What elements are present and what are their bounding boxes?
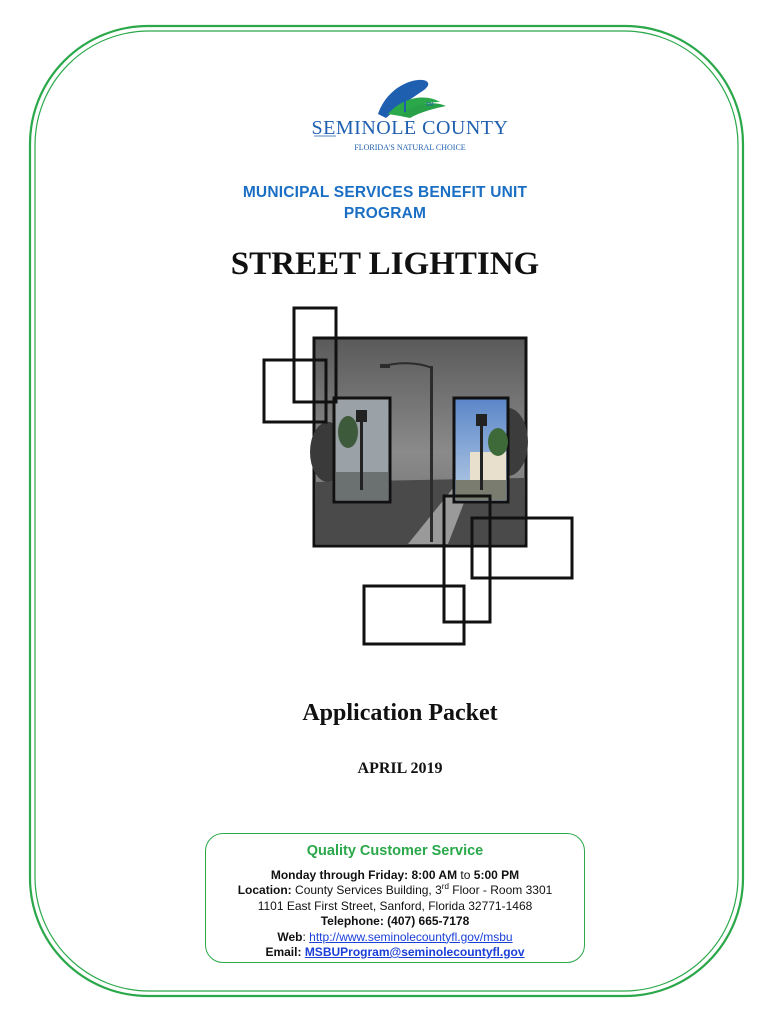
- email: [206, 945, 584, 961]
- seminole-county-logo: [300, 76, 520, 158]
- application-packet-title: Application Packet: [302, 700, 498, 726]
- hours-to: to: [460, 867, 471, 882]
- left-lamp-photo: [334, 398, 390, 502]
- program-title: [0, 182, 770, 224]
- hours-label: Monday through Friday: 8:00 AM: [270, 867, 458, 882]
- street-lighting-collage: [258, 302, 578, 652]
- service-mark: SM: [426, 102, 434, 108]
- logo-name: SEMINOLE COUNTY: [311, 117, 509, 139]
- office-hours: [206, 868, 584, 884]
- web-label: Web: [277, 929, 303, 944]
- telephone: Telephone: (407) 665-7178: [320, 914, 470, 928]
- location-value-b: Floor - Room 3301: [452, 883, 553, 897]
- program-title-line-2: PROGRAM: [343, 205, 427, 222]
- email-label: Email:: [265, 945, 302, 959]
- email-link[interactable]: MSBUProgram@seminolecountyfl.gov: [304, 945, 525, 959]
- program-title-line-1: MUNICIPAL SERVICES BENEFIT UNIT: [242, 184, 528, 201]
- main-title: STREET LIGHTING: [230, 246, 540, 282]
- service-title: Quality Customer Service: [306, 843, 484, 859]
- logo-tagline: FLORIDA'S NATURAL CHOICE: [354, 143, 466, 152]
- website-link[interactable]: http://www.seminolecountyfl.gov/msbu: [309, 929, 513, 944]
- publication-date: APRIL 2019: [357, 760, 443, 777]
- hours-end: 5:00 PM: [473, 867, 520, 882]
- location-value-a: County Services Building, 3: [295, 883, 442, 897]
- location-floor-suffix: rd: [441, 882, 449, 891]
- website: Web: http://www.seminolecountyfl.gov/msbu: [277, 929, 513, 944]
- right-lamp-photo: [454, 398, 508, 502]
- customer-service-box: [205, 833, 585, 963]
- location: [206, 883, 584, 899]
- street-address: 1101 East First Street, Sanford, Florida 32771-1468: [257, 898, 533, 913]
- location-label: Location:: [237, 883, 292, 897]
